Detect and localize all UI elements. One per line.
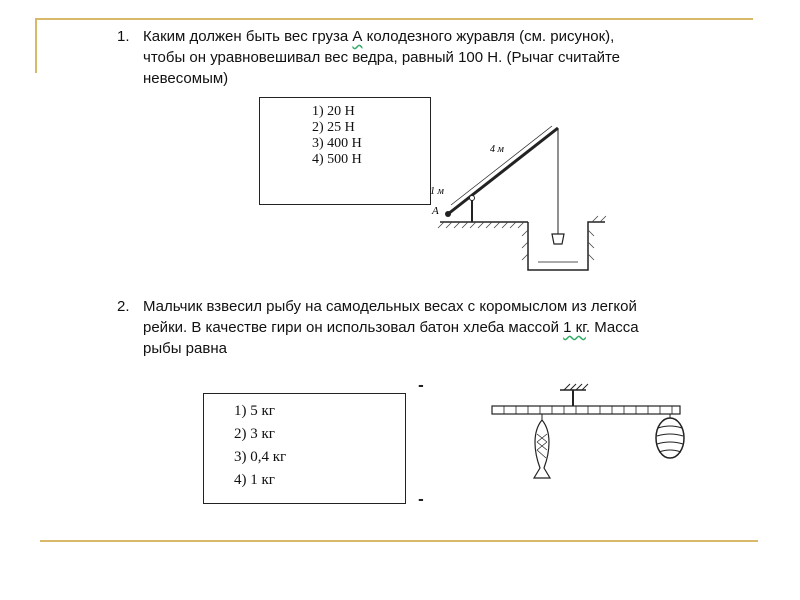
question-1-text xyxy=(143,26,620,89)
question-2-options-box xyxy=(203,393,406,504)
long-arm-label: 4 м xyxy=(490,144,504,155)
question-1-line-3: невесомым) xyxy=(143,70,229,87)
well-shaft xyxy=(528,222,605,270)
question-1-options-box xyxy=(259,97,431,205)
question-2-option-1[interactable]: 1) 5 кг xyxy=(234,403,275,419)
question-2-text xyxy=(143,296,639,359)
bucket xyxy=(552,234,564,244)
question-2-options xyxy=(234,400,286,492)
question-2-line-2: рейки. В качестве гири он использовал батон хлеба массой 1 кг. Масса xyxy=(143,319,639,336)
balance-beam xyxy=(492,406,680,414)
left-rule xyxy=(35,18,37,73)
long-arm-dimension xyxy=(451,126,552,205)
question-2-line-3: рыбы равна xyxy=(143,340,227,357)
question-2-number: 2. xyxy=(117,298,130,315)
question-2-option-4[interactable]: 4) 1 кг xyxy=(234,472,275,488)
bottom-rule xyxy=(40,540,758,542)
fish xyxy=(534,420,550,478)
dash-top: - xyxy=(418,378,424,394)
question-1-option-2[interactable]: 2) 25 Н xyxy=(312,120,355,135)
question-2-option-3[interactable]: 3) 0,4 кг xyxy=(234,449,287,465)
question-2-option-2[interactable]: 2) 3 кг xyxy=(234,426,275,442)
short-arm-label: 1 м xyxy=(430,186,444,197)
ground-hatch-left xyxy=(438,222,524,228)
question-1-line-2: чтобы он уравновешивал вес ведра, равный 100 Н. (Рычаг считайте xyxy=(143,49,621,66)
lever-beam xyxy=(448,128,558,214)
balance-figure xyxy=(480,378,695,490)
top-rule xyxy=(35,18,753,20)
question-1 xyxy=(117,26,737,96)
question-1-number: 1. xyxy=(117,28,130,45)
point-a-label: А xyxy=(432,205,439,217)
weight-a xyxy=(445,211,451,217)
question-1-option-4[interactable]: 4) 500 Н xyxy=(312,152,362,167)
question-1-options xyxy=(312,104,362,168)
question-1-line-1: Каким должен быть вес груза А колодезного журавля (см. рисунок), xyxy=(143,28,615,45)
question-2-line-1: Мальчик взвесил рыбу на самодельных весах с коромыслом из легкой xyxy=(143,298,637,315)
well-sweep-figure xyxy=(420,110,610,275)
ceiling-hatch xyxy=(564,384,588,390)
question-2 xyxy=(117,296,737,366)
question-1-option-3[interactable]: 3) 400 Н xyxy=(312,136,362,151)
dash-bottom: - xyxy=(418,492,424,508)
question-1-option-1[interactable]: 1) 20 Н xyxy=(312,104,355,119)
pivot-point xyxy=(470,196,475,201)
